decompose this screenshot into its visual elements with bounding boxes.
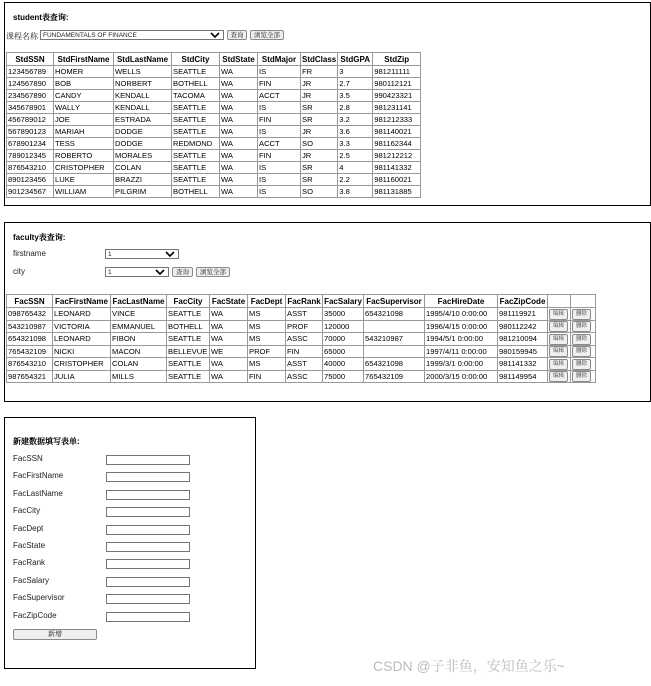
table-row: [7, 102, 421, 114]
column-header: StdMajor: [258, 53, 301, 66]
table-cell: 123456789: [7, 66, 54, 78]
table-cell: 765432109: [364, 370, 425, 383]
table-cell: VICTORIA: [53, 320, 111, 333]
table-row: [7, 320, 596, 333]
table-cell: 765432109: [7, 345, 53, 358]
faculty-table: [6, 294, 596, 383]
column-header: FacLastName: [112, 296, 165, 306]
table-cell: 990423321: [373, 90, 421, 102]
table-cell: WA: [210, 370, 248, 383]
table-cell: ACCT: [258, 138, 301, 150]
table-row: [7, 370, 596, 383]
table-cell: WILLIAM: [54, 186, 114, 198]
table-cell: 987654321: [7, 370, 53, 383]
table-row: [7, 66, 421, 78]
table-cell: 980159945: [498, 345, 548, 358]
input-faccity[interactable]: [106, 507, 190, 517]
table-cell: WE: [210, 345, 248, 358]
input-facrank[interactable]: [106, 559, 190, 569]
table-cell: WA: [220, 150, 258, 162]
column-header: FacCity: [167, 295, 210, 308]
input-facfirstname[interactable]: [106, 472, 190, 482]
table-cell: [364, 345, 425, 358]
table-row: [7, 126, 421, 138]
table-cell: 981140021: [373, 126, 421, 138]
table-cell: SEATTLE: [167, 370, 210, 383]
table-cell: 981231141: [373, 102, 421, 114]
table-cell: WA: [220, 126, 258, 138]
table-row: [7, 78, 421, 90]
table-cell: 40000: [323, 358, 364, 371]
course-select-value: FUNDAMENTALS OF FINANCE: [43, 32, 137, 39]
column-header: StdState: [220, 53, 258, 66]
table-cell: 876543210: [7, 162, 54, 174]
column-header: StdLastName: [114, 53, 172, 66]
edit-cell: [548, 308, 571, 321]
add-button[interactable]: 新增: [13, 629, 97, 640]
table-cell: ACCT: [258, 90, 301, 102]
column-header: FacRank: [287, 296, 321, 306]
table-cell: 543210987: [364, 333, 425, 346]
table-cell: DODGE: [114, 138, 172, 150]
edit-cell: [548, 358, 571, 371]
table-cell: SR: [301, 102, 338, 114]
student-panel: [4, 2, 651, 206]
table-cell: WELLS: [114, 66, 172, 78]
table-cell: 981119921: [498, 308, 548, 321]
table-cell: 120000: [323, 320, 364, 333]
table-cell: TACOMA: [172, 90, 220, 102]
table-cell: SR: [301, 114, 338, 126]
table-cell: SEATTLE: [172, 174, 220, 186]
table-cell: LEONARD: [53, 308, 111, 321]
form-label-faccity: FacCity: [13, 506, 41, 516]
table-cell: MACON: [111, 345, 167, 358]
form-label-faclastname: FacLastName: [13, 488, 63, 498]
column-header: StdZip: [373, 53, 421, 66]
column-header: FacSalary: [324, 296, 362, 306]
table-cell: ROBERTO: [54, 150, 114, 162]
student-header-row: [7, 53, 421, 66]
table-cell: JR: [301, 126, 338, 138]
table-cell: WA: [210, 320, 248, 333]
table-cell: MS: [248, 308, 286, 321]
table-cell: 981160021: [373, 174, 421, 186]
table-cell: FIN: [258, 150, 301, 162]
column-header: FacFirstName: [53, 295, 111, 308]
table-row: [7, 333, 596, 346]
table-cell: VINCE: [111, 308, 167, 321]
city-select-value: 1: [108, 269, 112, 276]
table-cell: FR: [301, 66, 338, 78]
table-cell: EMMANUEL: [111, 320, 167, 333]
edit-cell: [548, 370, 571, 383]
table-cell: IS: [258, 162, 301, 174]
table-cell: SEATTLE: [172, 126, 220, 138]
edit-button[interactable]: 编辑: [549, 321, 568, 332]
city-select[interactable]: [105, 267, 169, 277]
table-cell: 981141332: [498, 358, 548, 371]
table-cell: 789012345: [7, 150, 54, 162]
chevron-down-icon: [165, 251, 175, 258]
faculty-query-button[interactable]: 查询: [172, 267, 193, 277]
new-faculty-form: [4, 417, 256, 669]
chevron-down-icon: [210, 32, 220, 39]
edit-button[interactable]: 编辑: [549, 371, 568, 382]
table-cell: WA: [220, 102, 258, 114]
edit-button[interactable]: 编辑: [549, 359, 568, 370]
table-cell: BELLEVUE: [167, 345, 210, 358]
table-cell: FIN: [248, 370, 286, 383]
chevron-down-icon: [155, 269, 165, 276]
table-cell: 2.5: [338, 150, 373, 162]
table-cell: LUKE: [54, 174, 114, 186]
table-cell: NORBERT: [114, 78, 172, 90]
input-faclastname[interactable]: [106, 490, 190, 500]
table-cell: ASSC: [286, 370, 323, 383]
input-faczipcode[interactable]: [106, 612, 190, 622]
table-cell: LEONARD: [53, 333, 111, 346]
table-cell: WA: [220, 138, 258, 150]
table-cell: FIN: [258, 114, 301, 126]
column-header: FacHireDate: [425, 295, 498, 308]
student-browse-all-button[interactable]: 浏览全部: [250, 30, 284, 40]
table-cell: BOTHELL: [172, 78, 220, 90]
table-cell: HOMER: [54, 66, 114, 78]
firstname-select[interactable]: [105, 249, 179, 259]
table-cell: [364, 320, 425, 333]
table-cell: 981211111: [373, 66, 421, 78]
table-cell: WA: [220, 78, 258, 90]
table-cell: 981210094: [498, 333, 548, 346]
table-cell: TESS: [54, 138, 114, 150]
table-cell: ESTRADA: [114, 114, 172, 126]
table-cell: JR: [301, 78, 338, 90]
table-cell: MS: [248, 320, 286, 333]
table-cell: BOTHELL: [167, 320, 210, 333]
form-label-facstate: FacState: [13, 541, 46, 550]
form-label-facsupervisor: FacSupervisor: [13, 593, 65, 603]
delete-cell: [571, 345, 596, 358]
table-cell: 981131885: [373, 186, 421, 198]
faculty-browse-all-button[interactable]: 浏览全部: [196, 267, 230, 277]
firstname-label: firstname: [13, 249, 46, 258]
student-query-button[interactable]: 查询: [227, 30, 247, 40]
faculty-header-row: [7, 295, 596, 308]
edit-cell: [548, 333, 571, 346]
column-header: [571, 295, 596, 308]
column-header: FacZipCode: [498, 295, 548, 308]
table-cell: 2.8: [338, 102, 373, 114]
table-cell: IS: [258, 66, 301, 78]
table-cell: 543210987: [7, 320, 53, 333]
table-cell: WA: [220, 186, 258, 198]
table-cell: SR: [301, 174, 338, 186]
table-cell: 345678901: [7, 102, 54, 114]
table-cell: WA: [210, 358, 248, 371]
form-title: 新建数据填写表单:: [13, 437, 80, 446]
table-row: [7, 345, 596, 358]
table-cell: 3.2: [338, 114, 373, 126]
form-label-faczipcode: FacZipCode: [13, 610, 57, 620]
input-facssn[interactable]: [106, 455, 190, 465]
table-cell: WA: [220, 66, 258, 78]
input-facdept[interactable]: [106, 525, 190, 535]
table-cell: IS: [258, 174, 301, 186]
table-cell: SEATTLE: [172, 162, 220, 174]
table-cell: SR: [301, 162, 338, 174]
delete-button[interactable]: 删除: [572, 334, 591, 345]
table-cell: PROF: [286, 320, 323, 333]
table-cell: 901234567: [7, 186, 54, 198]
table-cell: FIN: [286, 345, 323, 358]
table-cell: 981149954: [498, 370, 548, 383]
table-cell: COLAN: [114, 162, 172, 174]
table-cell: 981162344: [373, 138, 421, 150]
table-cell: MILLS: [111, 370, 167, 383]
table-cell: PILGRIM: [114, 186, 172, 198]
delete-button[interactable]: 删除: [572, 371, 591, 382]
table-cell: 1999/3/1 0:00:00: [425, 358, 498, 371]
table-cell: BOB: [54, 78, 114, 90]
table-cell: JULIA: [53, 370, 111, 383]
table-cell: 124567890: [7, 78, 54, 90]
delete-cell: [571, 358, 596, 371]
table-cell: FIBON: [111, 333, 167, 346]
table-cell: 981141332: [373, 162, 421, 174]
table-cell: SEATTLE: [172, 66, 220, 78]
edit-button[interactable]: 编辑: [549, 309, 568, 320]
table-cell: 4: [338, 162, 373, 174]
table-cell: JOE: [54, 114, 114, 126]
student-table: [6, 52, 421, 198]
table-cell: SEATTLE: [167, 358, 210, 371]
table-cell: NICKI: [53, 345, 111, 358]
form-label-facssn: FacSSN: [13, 454, 43, 463]
table-cell: 654321098: [364, 358, 425, 371]
table-cell: CRISTOPHER: [53, 358, 111, 371]
table-cell: DODGE: [114, 126, 172, 138]
column-header: StdGPA: [338, 53, 373, 66]
delete-button[interactable]: 删除: [572, 309, 591, 320]
table-cell: IS: [258, 126, 301, 138]
input-facsalary[interactable]: [106, 577, 190, 587]
table-cell: 75000: [323, 370, 364, 383]
city-label: city: [13, 267, 25, 276]
table-cell: 3.8: [338, 186, 373, 198]
table-cell: WA: [210, 308, 248, 321]
edit-cell: [548, 320, 571, 333]
table-cell: MS: [248, 333, 286, 346]
faculty-panel: [4, 222, 651, 402]
column-header: FacSSN: [7, 295, 53, 308]
table-cell: 456789012: [7, 114, 54, 126]
table-cell: MARIAH: [54, 126, 114, 138]
table-cell: ASST: [286, 308, 323, 321]
edit-cell: [548, 345, 571, 358]
input-facstate[interactable]: [106, 542, 190, 552]
table-cell: KENDALL: [114, 90, 172, 102]
table-cell: PROF: [248, 345, 286, 358]
table-cell: 981212333: [373, 114, 421, 126]
table-cell: 2.7: [338, 78, 373, 90]
table-cell: SEATTLE: [167, 333, 210, 346]
table-cell: FIN: [258, 78, 301, 90]
form-label-facsalary: FacSalary: [13, 575, 50, 585]
table-cell: 1994/5/1 0:00:00: [425, 333, 498, 346]
table-cell: 678901234: [7, 138, 54, 150]
table-cell: 1995/4/10 0:00:00: [425, 308, 498, 321]
table-cell: 3.3: [338, 138, 373, 150]
table-row: [7, 174, 421, 186]
table-cell: 980112242: [498, 320, 548, 333]
table-row: [7, 162, 421, 174]
table-row: [7, 114, 421, 126]
delete-cell: [571, 370, 596, 383]
table-row: [7, 138, 421, 150]
table-cell: IS: [258, 186, 301, 198]
edit-button[interactable]: 编辑: [549, 346, 568, 357]
delete-cell: [571, 333, 596, 346]
table-cell: SEATTLE: [167, 308, 210, 321]
delete-button[interactable]: 删除: [572, 359, 591, 370]
table-cell: JR: [301, 90, 338, 102]
table-cell: 098765432: [7, 308, 53, 321]
table-row: [7, 150, 421, 162]
csdn-watermark: CSDN @子非鱼，安知鱼之乐~: [373, 658, 565, 674]
table-cell: BRAZZI: [114, 174, 172, 186]
table-cell: MS: [248, 358, 286, 371]
column-header: StdClass: [302, 54, 337, 64]
column-header: [548, 295, 571, 308]
form-label-facdept: FacDept: [13, 523, 44, 533]
table-cell: COLAN: [111, 358, 167, 371]
column-header: StdCity: [172, 53, 220, 66]
column-header: StdSSN: [7, 53, 54, 66]
table-cell: JR: [301, 150, 338, 162]
delete-button[interactable]: 删除: [572, 321, 591, 332]
table-cell: WA: [220, 114, 258, 126]
table-cell: KENDALL: [114, 102, 172, 114]
table-cell: CANDY: [54, 90, 114, 102]
table-cell: SO: [301, 186, 338, 198]
table-cell: 890123456: [7, 174, 54, 186]
column-header: FacState: [210, 295, 248, 308]
table-cell: CRISTOPHER: [54, 162, 114, 174]
firstname-select-value: 1: [108, 251, 112, 258]
table-cell: 654321098: [7, 333, 53, 346]
table-cell: SEATTLE: [172, 114, 220, 126]
table-cell: REDMOND: [172, 138, 220, 150]
table-cell: SO: [301, 138, 338, 150]
table-cell: WA: [220, 90, 258, 102]
table-cell: 567890123: [7, 126, 54, 138]
table-cell: 2.2: [338, 174, 373, 186]
delete-cell: [571, 320, 596, 333]
faculty-title: faculty表查询:: [13, 233, 66, 242]
table-row: [7, 308, 596, 321]
edit-button[interactable]: 编辑: [549, 334, 568, 345]
table-cell: WALLY: [54, 102, 114, 114]
table-cell: 3.6: [338, 126, 373, 138]
table-cell: 2000/3/15 0:00:00: [425, 370, 498, 383]
table-cell: 3: [338, 66, 373, 78]
delete-cell: [571, 308, 596, 321]
table-cell: 981212212: [373, 150, 421, 162]
table-cell: 654321098: [364, 308, 425, 321]
table-cell: 3.5: [338, 90, 373, 102]
table-cell: WA: [210, 333, 248, 346]
table-row: [7, 186, 421, 198]
table-row: [7, 90, 421, 102]
form-label-facrank: FacRank: [13, 558, 46, 568]
table-cell: BOTHELL: [172, 186, 220, 198]
table-cell: 65000: [323, 345, 364, 358]
table-cell: IS: [258, 102, 301, 114]
form-label-facfirstname: FacFirstName: [13, 471, 64, 481]
table-cell: MORALES: [114, 150, 172, 162]
table-cell: 876543210: [7, 358, 53, 371]
delete-button[interactable]: 删除: [572, 346, 591, 357]
column-header: FacDept: [248, 295, 286, 308]
course-select[interactable]: [40, 30, 224, 40]
table-cell: SEATTLE: [172, 102, 220, 114]
column-header: StdFirstName: [54, 53, 114, 66]
course-label: 课程名称: [6, 32, 38, 41]
table-cell: 1997/4/11 0:00:00: [425, 345, 498, 358]
table-cell: SEATTLE: [172, 150, 220, 162]
table-cell: WA: [220, 174, 258, 186]
table-cell: 234567890: [7, 90, 54, 102]
table-row: [7, 358, 596, 371]
table-cell: WA: [220, 162, 258, 174]
table-cell: 35000: [323, 308, 364, 321]
table-cell: ASST: [286, 358, 323, 371]
table-cell: ASSC: [286, 333, 323, 346]
student-title: student表查询:: [13, 13, 69, 22]
table-cell: 980112121: [373, 78, 421, 90]
input-facsupervisor[interactable]: [106, 594, 190, 604]
table-cell: 1996/4/15 0:00:00: [425, 320, 498, 333]
column-header: FacSupervisor: [364, 295, 425, 308]
table-cell: 70000: [323, 333, 364, 346]
